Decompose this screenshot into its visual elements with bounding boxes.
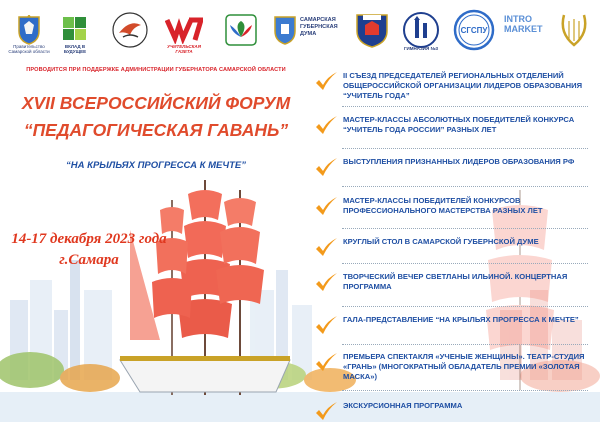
program-item <box>314 112 598 148</box>
program-item <box>314 398 598 422</box>
check-icon <box>314 352 338 374</box>
program-item <box>314 154 598 190</box>
check-icon <box>314 196 338 218</box>
program-item-text: ЭКСКУРСИОННАЯ ПРОГРАММА <box>343 401 463 410</box>
program-item <box>314 349 598 385</box>
check-icon <box>314 272 338 294</box>
eagle-logo <box>110 10 150 50</box>
program-list <box>314 68 598 420</box>
vklad-caption: ВКЛАД В БУДУЩЕЕ <box>63 44 87 54</box>
sponsor-note: ПРОВОДИТСЯ ПРИ ПОДДЕРЖКЕ АДМИНИСТРАЦИИ ГУБЕРНАТОРА САМАРСКОЙ ОБЛАСТИ <box>26 67 286 73</box>
program-item <box>314 312 598 348</box>
forum-title-line1: XVII ВСЕРОССИЙСКИЙ ФОРУМ <box>21 93 291 113</box>
forum-city: г.Самара <box>59 252 119 268</box>
program-divider <box>342 344 588 345</box>
program-divider <box>342 106 588 107</box>
check-icon <box>314 71 338 93</box>
program-item-text: ПРЕМЬЕРА СПЕКТАКЛЯ «УЧЕНЫЕ ЖЕНЩИНЫ». ТЕАТР-СТУДИЯ «ГРАНЬ» (МНОГОКРАТНЫЙ ОБЛАДАТЕЛЬ ПРЕМИИ «ЗОЛОТАЯ МАСКА») <box>343 352 585 381</box>
program-item-text: ТВОРЧЕСКИЙ ВЕЧЕР СВЕТЛАНЫ ИЛЬИНОЙ. КОНЦЕРТНАЯ ПРОГРАММА <box>343 272 568 291</box>
forum-title-line2: “ПЕДАГОГИЧЕСКАЯ ГАВАНЬ” <box>23 120 289 140</box>
lyre-logo <box>556 10 592 50</box>
gymnasium-caption: ГИМНАЗИЯ №3 <box>403 46 439 51</box>
program-item-text: II СЪЕЗД ПРЕДСЕДАТЕЛЕЙ РЕГИОНАЛЬНЫХ ОТДЕЛЕНИЙ ОБЩЕРОССИЙСКОЙ ОРГАНИЗАЦИИ ЛИДЕРОВ ОБРАЗОВАНИЯ “УЧИТЕЛЬ ГОДА” <box>343 71 583 100</box>
program-divider <box>342 306 588 307</box>
program-divider <box>342 263 588 264</box>
check-icon <box>314 237 338 259</box>
sgspu-caption: СГСПУ <box>460 26 488 35</box>
program-divider <box>342 148 588 149</box>
program-divider <box>342 390 588 391</box>
ship <box>120 180 290 395</box>
program-item <box>314 234 598 270</box>
duma-emblem <box>270 10 300 50</box>
program-item-text: ВЫСТУПЛЕНИЯ ПРИЗНАННЫХ ЛИДЕРОВ ОБРАЗОВАНИЯ РФ <box>343 157 575 166</box>
program-item-text: ГАЛА-ПРЕДСТАВЛЕНИЕ “НА КРЫЛЬЯХ ПРОГРЕССА К МЕЧТЕ” <box>343 315 579 324</box>
check-icon <box>314 157 338 179</box>
gymnasium-logo <box>400 10 442 50</box>
program-item-text: МАСТЕР-КЛАССЫ ПОБЕДИТЕЛЕЙ КОНКУРСОВ ПРОФЕССИОНАЛЬНОГО МАСТЕРСТВА РАЗНЫХ ЛЕТ <box>343 196 543 215</box>
forum-date: 14-17 декабря 2023 года <box>11 231 167 247</box>
intro-market-caption: INTRO MARKET <box>504 14 543 34</box>
program-item-text: КРУГЛЫЙ СТОЛ В САМАРСКОЙ ГУБЕРНСКОЙ ДУМЕ <box>343 237 539 246</box>
gazeta-caption: УЧИТЕЛЬСКАЯ ГАЗЕТА <box>167 44 201 54</box>
gov-caption: Правительство Самарской области <box>8 44 50 54</box>
union-logo <box>222 10 260 50</box>
program-item <box>314 193 598 229</box>
program-divider <box>342 228 588 229</box>
check-icon <box>314 315 338 337</box>
program-item <box>314 68 598 104</box>
forum-subtitle: “НА КРЫЛЬЯХ ПРОГРЕССА К МЕЧТЕ” <box>66 160 246 171</box>
program-item <box>314 269 598 305</box>
program-divider <box>342 186 588 187</box>
duma-caption: САМАРСКАЯ ГУБЕРНСКАЯ ДУМА <box>300 17 338 37</box>
shield-logo <box>352 10 392 50</box>
check-icon <box>314 401 338 422</box>
partner-logos <box>0 0 600 64</box>
check-icon <box>314 115 338 137</box>
program-item-text: МАСТЕР-КЛАССЫ АБСОЛЮТНЫХ ПОБЕДИТЕЛЕЙ КОНКУРСА “УЧИТЕЛЬ ГОДА РОССИИ” РАЗНЫХ ЛЕТ <box>343 115 575 134</box>
